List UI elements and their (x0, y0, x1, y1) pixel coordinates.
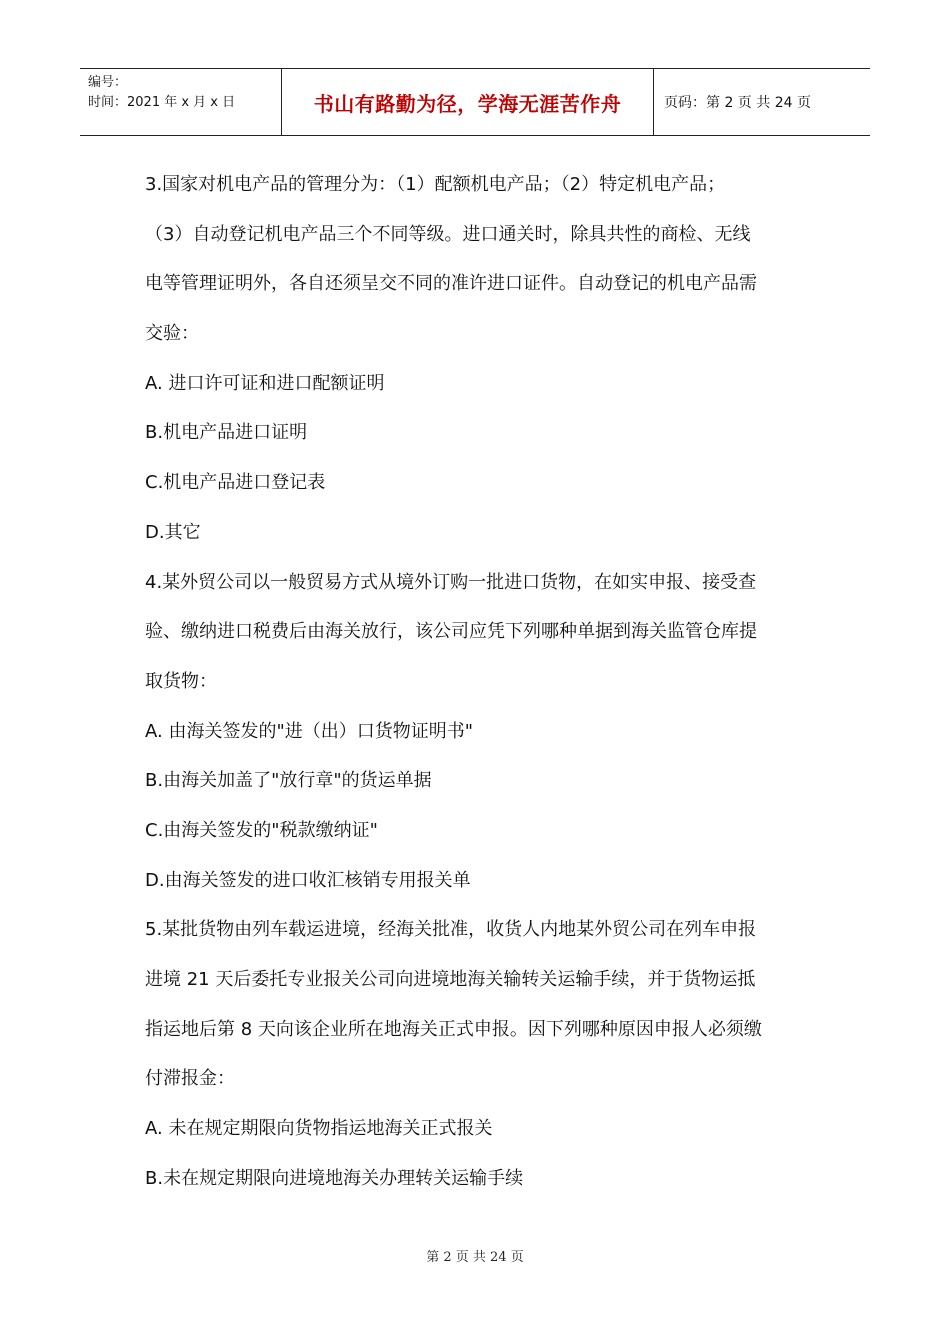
text-line: A. 由海关签发的"进（出）口货物证明书" (145, 720, 473, 742)
page-footer: 第 2 页 共 24 页 (426, 1250, 524, 1265)
header-page-info: 页码：第 2 页 共 24 页 (664, 95, 811, 111)
text-line: 指运地后第 8 天向该企业所在地海关正式申报。因下列哪种原因申报人必须缴 (145, 1018, 762, 1040)
page-header (80, 68, 870, 136)
header-motto: 书山有路勤为径，学海无涯苦作舟 (281, 69, 654, 135)
number-label: 编号： (88, 75, 128, 90)
text-line: 4.某外贸公司以一般贸易方式从境外订购一批进口货物，在如实申报、接受查 (145, 571, 757, 593)
text-line: A. 未在规定期限向货物指运地海关正式报关 (145, 1118, 493, 1140)
text-line: 电等管理证明外，各自还须呈交不同的准许进口证件。自动登记的机电产品需 (145, 273, 757, 295)
text-line: （3）自动登记机电产品三个不同等级。进口通关时，除具共性的商检、无线 (145, 223, 751, 245)
text-line: C.机电产品进口登记表 (145, 472, 326, 494)
text-line: 取货物： (145, 670, 217, 692)
text-line: 验、缴纳进口税费后由海关放行，该公司应凭下列哪种单据到海关监管仓库提 (145, 621, 757, 643)
text-line: 进境 21 天后委托专业报关公司向进境地海关输转关运输手续，并于货物运抵 (145, 969, 756, 990)
date-label: 时间：2021 年 x 月 x 日 (88, 95, 236, 110)
text-line: B.机电产品进口证明 (145, 422, 308, 444)
document-body (145, 160, 805, 1203)
text-line: B.由海关加盖了"放行章"的货运单据 (145, 770, 432, 792)
header-meta (80, 69, 281, 135)
text-line: D.由海关签发的进口收汇核销专用报关单 (145, 869, 471, 891)
text-line: C.由海关签发的"税款缴纳证" (145, 819, 378, 841)
text-line: 交验： (145, 323, 199, 345)
text-line: 3.国家对机电产品的管理分为：（1）配额机电产品；（2）特定机电产品； (145, 174, 726, 195)
text-line: B.未在规定期限向进境地海关办理转关运输手续 (145, 1167, 524, 1189)
text-line: D.其它 (145, 521, 201, 543)
text-line: A. 进口许可证和进口配额证明 (145, 372, 385, 394)
text-line: 付滞报金： (145, 1068, 235, 1090)
text-line: 5.某批货物由列车载运进境，经海关批准，收货人内地某外贸公司在列车申报 (145, 919, 757, 941)
